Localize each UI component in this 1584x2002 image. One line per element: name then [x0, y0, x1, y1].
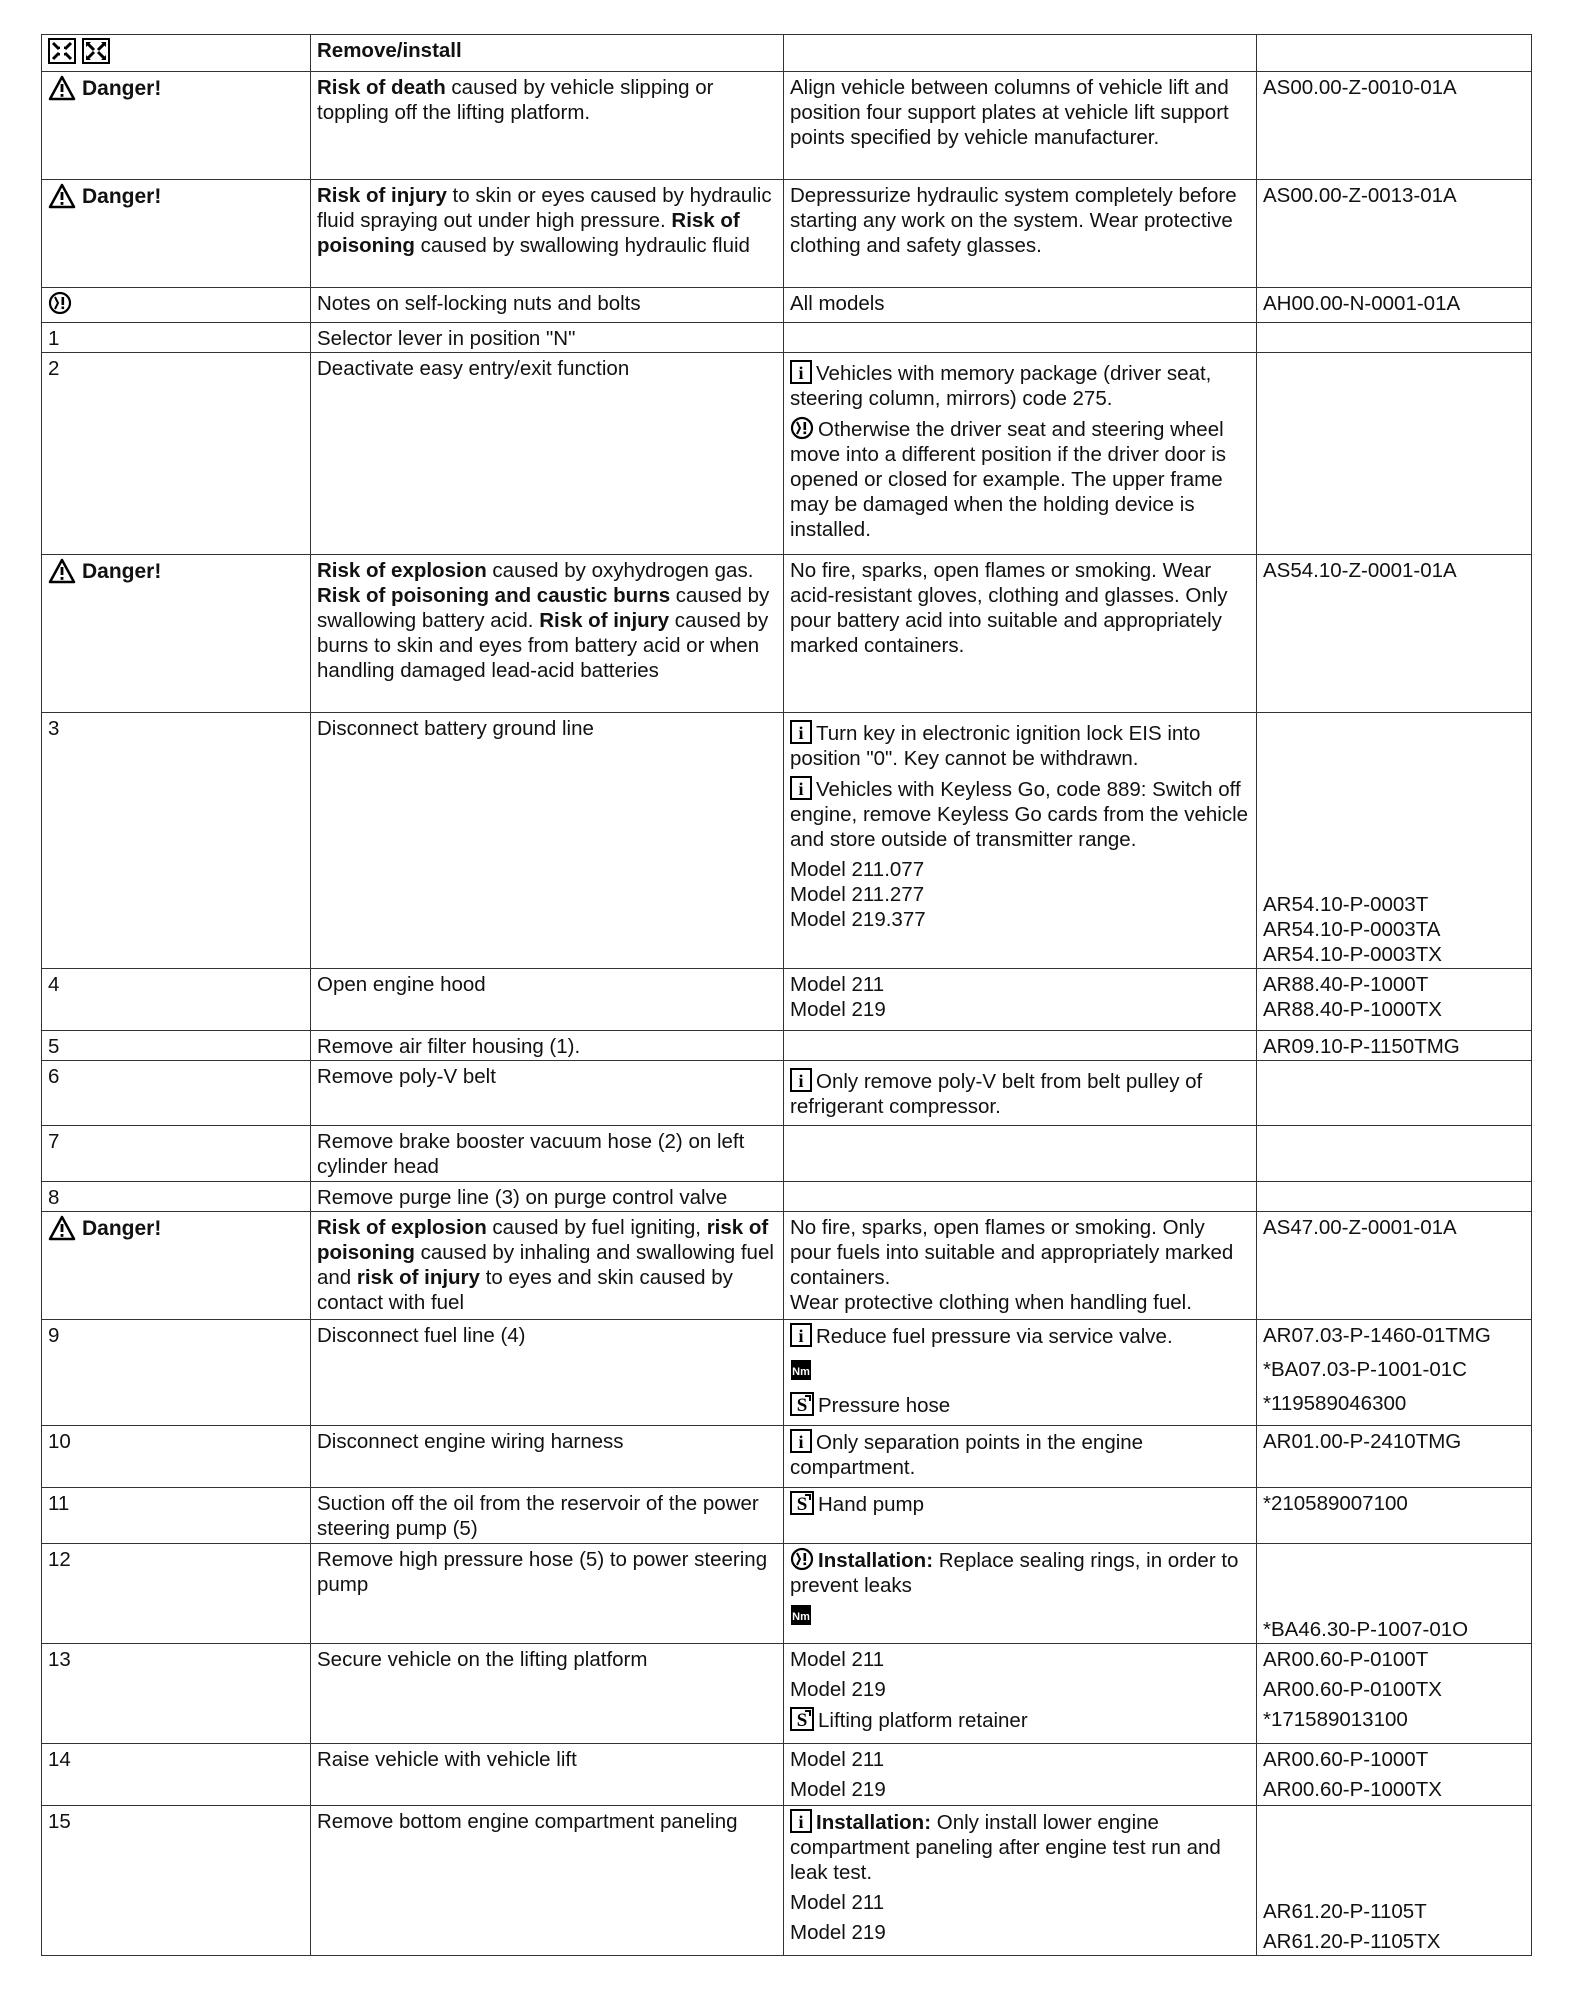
reference-code: AR07.03-P-1460-01TMG: [1263, 1324, 1491, 1347]
reference-code: *171589013100: [1263, 1708, 1408, 1731]
danger-text: Risk of injury to skin or eyes caused by hydraulic fluid spraying out under high pressure. Risk of poisoning caused by swallowing hydraulic fluid: [311, 180, 784, 288]
step-text: Suction off the oil from the reservoir of the power steering pump (5): [311, 1488, 784, 1544]
table-row-step: [42, 1806, 1532, 1956]
step-number: 1: [42, 323, 311, 353]
step-number: 6: [42, 1061, 311, 1126]
reference-code: AH00.00-N-0001-01A: [1257, 288, 1532, 323]
empty-cell: [784, 1182, 1257, 1212]
reference-code: AS00.00-Z-0013-01A: [1257, 180, 1532, 288]
step-notes: i Reduce fuel pressure via service valve. Nm S Pressure hose: [784, 1320, 1257, 1426]
table-row-header: [42, 35, 1532, 72]
svg-text:Nm: Nm: [792, 1611, 810, 1623]
empty-cell: [1257, 1061, 1532, 1126]
caution-icon-cell: [42, 288, 311, 323]
svg-text:S: S: [796, 1395, 808, 1416]
info-icon: [790, 776, 812, 800]
warning-triangle-icon: [48, 558, 76, 584]
table-row-danger: [42, 180, 1532, 288]
svg-text:Nm: Nm: [792, 1366, 810, 1378]
step-notes: i Only separation points in the engine compartment.: [784, 1426, 1257, 1488]
step-number: 3: [42, 713, 311, 969]
model-label: Model 219: [790, 1921, 886, 1944]
danger-text: Risk of death caused by vehicle slipping or toppling off the lifting platform.: [311, 72, 784, 180]
step-number: 10: [42, 1426, 311, 1488]
reference-code: AR61.20-P-1105TX: [1263, 1930, 1441, 1953]
special-tool-icon: [790, 1491, 814, 1515]
step-number: 12: [42, 1544, 311, 1644]
step-notes: i Turn key in electronic ignition lock EIS into position "0". Key cannot be withdrawn. i Vehicles with Keyless Go, code 889: Switch off engine, remove Keyless Go cards from the vehicle and store outside of transmitter range. Model 211.077 Model 211.277 Model 219.377: [784, 713, 1257, 969]
step-notes: Installation: Replace sealing rings, in order to prevent leaks Nm: [784, 1544, 1257, 1644]
empty-cell: [784, 35, 1257, 72]
step-number: 9: [42, 1320, 311, 1426]
table-row-notes: [42, 288, 1532, 323]
reference-code: AR54.10-P-0003TX: [1263, 943, 1442, 966]
danger-action: Align vehicle between columns of vehicle lift and position four support plates at vehicle lift support points specified by vehicle manufacturer.: [784, 72, 1257, 180]
table-row-step: [42, 1061, 1532, 1126]
danger-text: Risk of explosion caused by oxyhydrogen gas. Risk of poisoning and caustic burns caused by swallowing battery acid. Risk of injury caused by burns to skin and eyes from battery acid or when handling damaged lead-acid batteries: [311, 555, 784, 713]
reference-codes: [1257, 969, 1532, 1031]
caution-icon: [48, 291, 72, 315]
table-row-danger: [42, 1212, 1532, 1320]
svg-text:i: i: [798, 1326, 804, 1346]
step-text: Disconnect fuel line (4): [311, 1320, 784, 1426]
step-text: Selector lever in position "N": [311, 323, 784, 353]
header-title: Remove/install: [311, 35, 784, 72]
svg-text:i: i: [798, 1432, 804, 1452]
reference-codes: [1257, 713, 1532, 969]
table-row-danger: [42, 555, 1532, 713]
table-row-step: [42, 1320, 1532, 1426]
danger-action: No fire, sparks, open flames or smoking. Only pour fuels into suitable and appropriately marked containers. Wear protective clothing when handling fuel.: [784, 1212, 1257, 1320]
step-text: Remove poly-V belt: [311, 1061, 784, 1126]
torque-nm-icon: [790, 1359, 812, 1381]
reference-code: AR00.60-P-0100T: [1263, 1648, 1429, 1671]
reference-code: *BA07.03-P-1001-01C: [1263, 1358, 1467, 1381]
info-icon: [790, 360, 812, 384]
step-text: Deactivate easy entry/exit function: [311, 353, 784, 555]
step-models: Model 211 Model 219 S Lifting platform retainer: [784, 1644, 1257, 1744]
step-text: Disconnect battery ground line: [311, 713, 784, 969]
model-label: Model 211: [790, 1648, 885, 1671]
empty-cell: [1257, 323, 1532, 353]
step-text: Remove air filter housing (1).: [311, 1031, 784, 1061]
step-text: Raise vehicle with vehicle lift: [311, 1744, 784, 1806]
reference-code: AR00.60-P-1000T: [1263, 1748, 1429, 1771]
svg-text:i: i: [798, 1071, 804, 1091]
step-notes: i Installation: Only install lower engine compartment paneling after engine test run and leak test. Model 211 Model 219: [784, 1806, 1257, 1956]
step-number: 15: [42, 1806, 311, 1956]
empty-cell: [1257, 35, 1532, 72]
reference-code: AR54.10-P-0003T: [1263, 893, 1429, 916]
reference-codes: [1257, 1744, 1532, 1806]
reference-code: AS47.00-Z-0001-01A: [1257, 1212, 1532, 1320]
reference-code: AR88.40-P-1000T: [1263, 973, 1429, 996]
step-notes: i Vehicles with memory package (driver seat, steering column, mirrors) code 275. Otherwise the driver seat and steering wheel move into a different position if the driver door is opened or closed for example. The upper frame may be damaged when the holding device is installed.: [784, 353, 1257, 555]
table-row-step: [42, 1182, 1532, 1212]
reference-codes: [1257, 1644, 1532, 1744]
model-label: Model 219: [790, 1678, 886, 1701]
reference-codes: [1257, 1806, 1532, 1956]
reference-code: AR00.60-P-0100TX: [1263, 1678, 1442, 1701]
info-icon: [790, 720, 812, 744]
info-icon: [790, 1068, 812, 1092]
info-icon: [790, 1323, 812, 1347]
table-row-step: [42, 713, 1532, 969]
reference-code: AR01.00-P-2410TMG: [1257, 1426, 1532, 1488]
table-row-step: [42, 1744, 1532, 1806]
step-text: Remove high pressure hose (5) to power steering pump: [311, 1544, 784, 1644]
reference-code: AR61.20-P-1105T: [1263, 1900, 1427, 1923]
info-icon: [790, 1809, 812, 1833]
header-icons-cell: [42, 35, 311, 72]
reference-code: *119589046300: [1263, 1392, 1407, 1415]
reference-code: *BA46.30-P-1007-01O: [1257, 1544, 1532, 1644]
warning-triangle-icon: [48, 1215, 76, 1241]
info-icon: [790, 1429, 812, 1453]
step-text: Notes on self-locking nuts and bolts: [311, 288, 784, 323]
model-label: Model 219: [790, 1778, 886, 1801]
reference-codes: [1257, 1320, 1532, 1426]
model-label: Model 211.077: [790, 858, 925, 881]
caution-icon: [790, 416, 814, 440]
model-label: Model 219.377: [790, 908, 926, 931]
table-row-step: [42, 1488, 1532, 1544]
table-row-step: [42, 1644, 1532, 1744]
step-number: 14: [42, 1744, 311, 1806]
step-number: 11: [42, 1488, 311, 1544]
step-text: Open engine hood: [311, 969, 784, 1031]
step-number: 8: [42, 1182, 311, 1212]
empty-cell: [1257, 1126, 1532, 1182]
step-number: 5: [42, 1031, 311, 1061]
model-label: Model 211.277: [790, 883, 925, 906]
svg-text:S: S: [796, 1494, 808, 1515]
empty-cell: [784, 1031, 1257, 1061]
svg-text:i: i: [798, 779, 804, 799]
reference-code: AR00.60-P-1000TX: [1263, 1778, 1442, 1801]
reference-code: AR54.10-P-0003TA: [1263, 918, 1441, 941]
svg-text:i: i: [798, 363, 804, 383]
table-row-step: [42, 1544, 1532, 1644]
svg-text:S: S: [796, 1710, 808, 1731]
step-action: All models: [784, 288, 1257, 323]
step-tool: S Hand pump: [784, 1488, 1257, 1544]
table-row-danger: [42, 72, 1532, 180]
danger-action: No fire, sparks, open flames or smoking. Wear acid-resistant gloves, clothing and glasses. Only pour battery acid into suitable and appropriately marked containers.: [784, 555, 1257, 713]
reference-code: AR09.10-P-1150TMG: [1257, 1031, 1532, 1061]
empty-cell: [1257, 1182, 1532, 1212]
step-models: [784, 1744, 1257, 1806]
step-number: 7: [42, 1126, 311, 1182]
remove-icon: [48, 38, 76, 64]
danger-text: Risk of explosion caused by fuel igniting, risk of poisoning caused by inhaling and swallowing fuel and risk of injury to eyes and skin caused by contact with fuel: [311, 1212, 784, 1320]
danger-label-cell: Danger!: [42, 180, 311, 288]
table-row-step: [42, 1031, 1532, 1061]
danger-action: Depressurize hydraulic system completely before starting any work on the system. Wear protective clothing and safety glasses.: [784, 180, 1257, 288]
step-text: Remove bottom engine compartment paneling: [311, 1806, 784, 1956]
table-row-step: [42, 1426, 1532, 1488]
model-label: Model 211: [790, 1748, 885, 1771]
model-label: Model 211: [790, 1891, 885, 1914]
danger-label-cell: Danger!: [42, 555, 311, 713]
caution-icon: [790, 1547, 814, 1571]
model-label: Model 211: [790, 973, 885, 996]
step-text: Disconnect engine wiring harness: [311, 1426, 784, 1488]
table-row-step: [42, 969, 1532, 1031]
install-icon: [82, 38, 110, 64]
danger-label-cell: Danger!: [42, 1212, 311, 1320]
reference-code: AS54.10-Z-0001-01A: [1257, 555, 1532, 713]
special-tool-icon: [790, 1707, 814, 1731]
reference-code: AR88.40-P-1000TX: [1263, 998, 1442, 1021]
step-notes: i Only remove poly-V belt from belt pulley of refrigerant compressor.: [784, 1061, 1257, 1126]
procedure-table: [41, 34, 1532, 1956]
special-tool-icon: [790, 1392, 814, 1416]
step-text: Remove purge line (3) on purge control valve: [311, 1182, 784, 1212]
step-number: 2: [42, 353, 311, 555]
svg-text:i: i: [798, 1812, 804, 1832]
empty-cell: [784, 323, 1257, 353]
table-row-step: [42, 1126, 1532, 1182]
empty-cell: [784, 1126, 1257, 1182]
torque-nm-icon: [790, 1604, 812, 1626]
step-text: Secure vehicle on the lifting platform: [311, 1644, 784, 1744]
empty-cell: [1257, 353, 1532, 555]
step-number: 4: [42, 969, 311, 1031]
step-number: 13: [42, 1644, 311, 1744]
warning-triangle-icon: [48, 75, 76, 101]
table-row-step: [42, 323, 1532, 353]
model-label: Model 219: [790, 998, 886, 1021]
step-models: [784, 969, 1257, 1031]
danger-label-cell: Danger!: [42, 72, 311, 180]
svg-text:i: i: [798, 723, 804, 743]
reference-code: AS00.00-Z-0010-01A: [1257, 72, 1532, 180]
reference-code: *210589007100: [1257, 1488, 1532, 1544]
step-text: Remove brake booster vacuum hose (2) on left cylinder head: [311, 1126, 784, 1182]
warning-triangle-icon: [48, 183, 76, 209]
table-row-step: [42, 353, 1532, 555]
